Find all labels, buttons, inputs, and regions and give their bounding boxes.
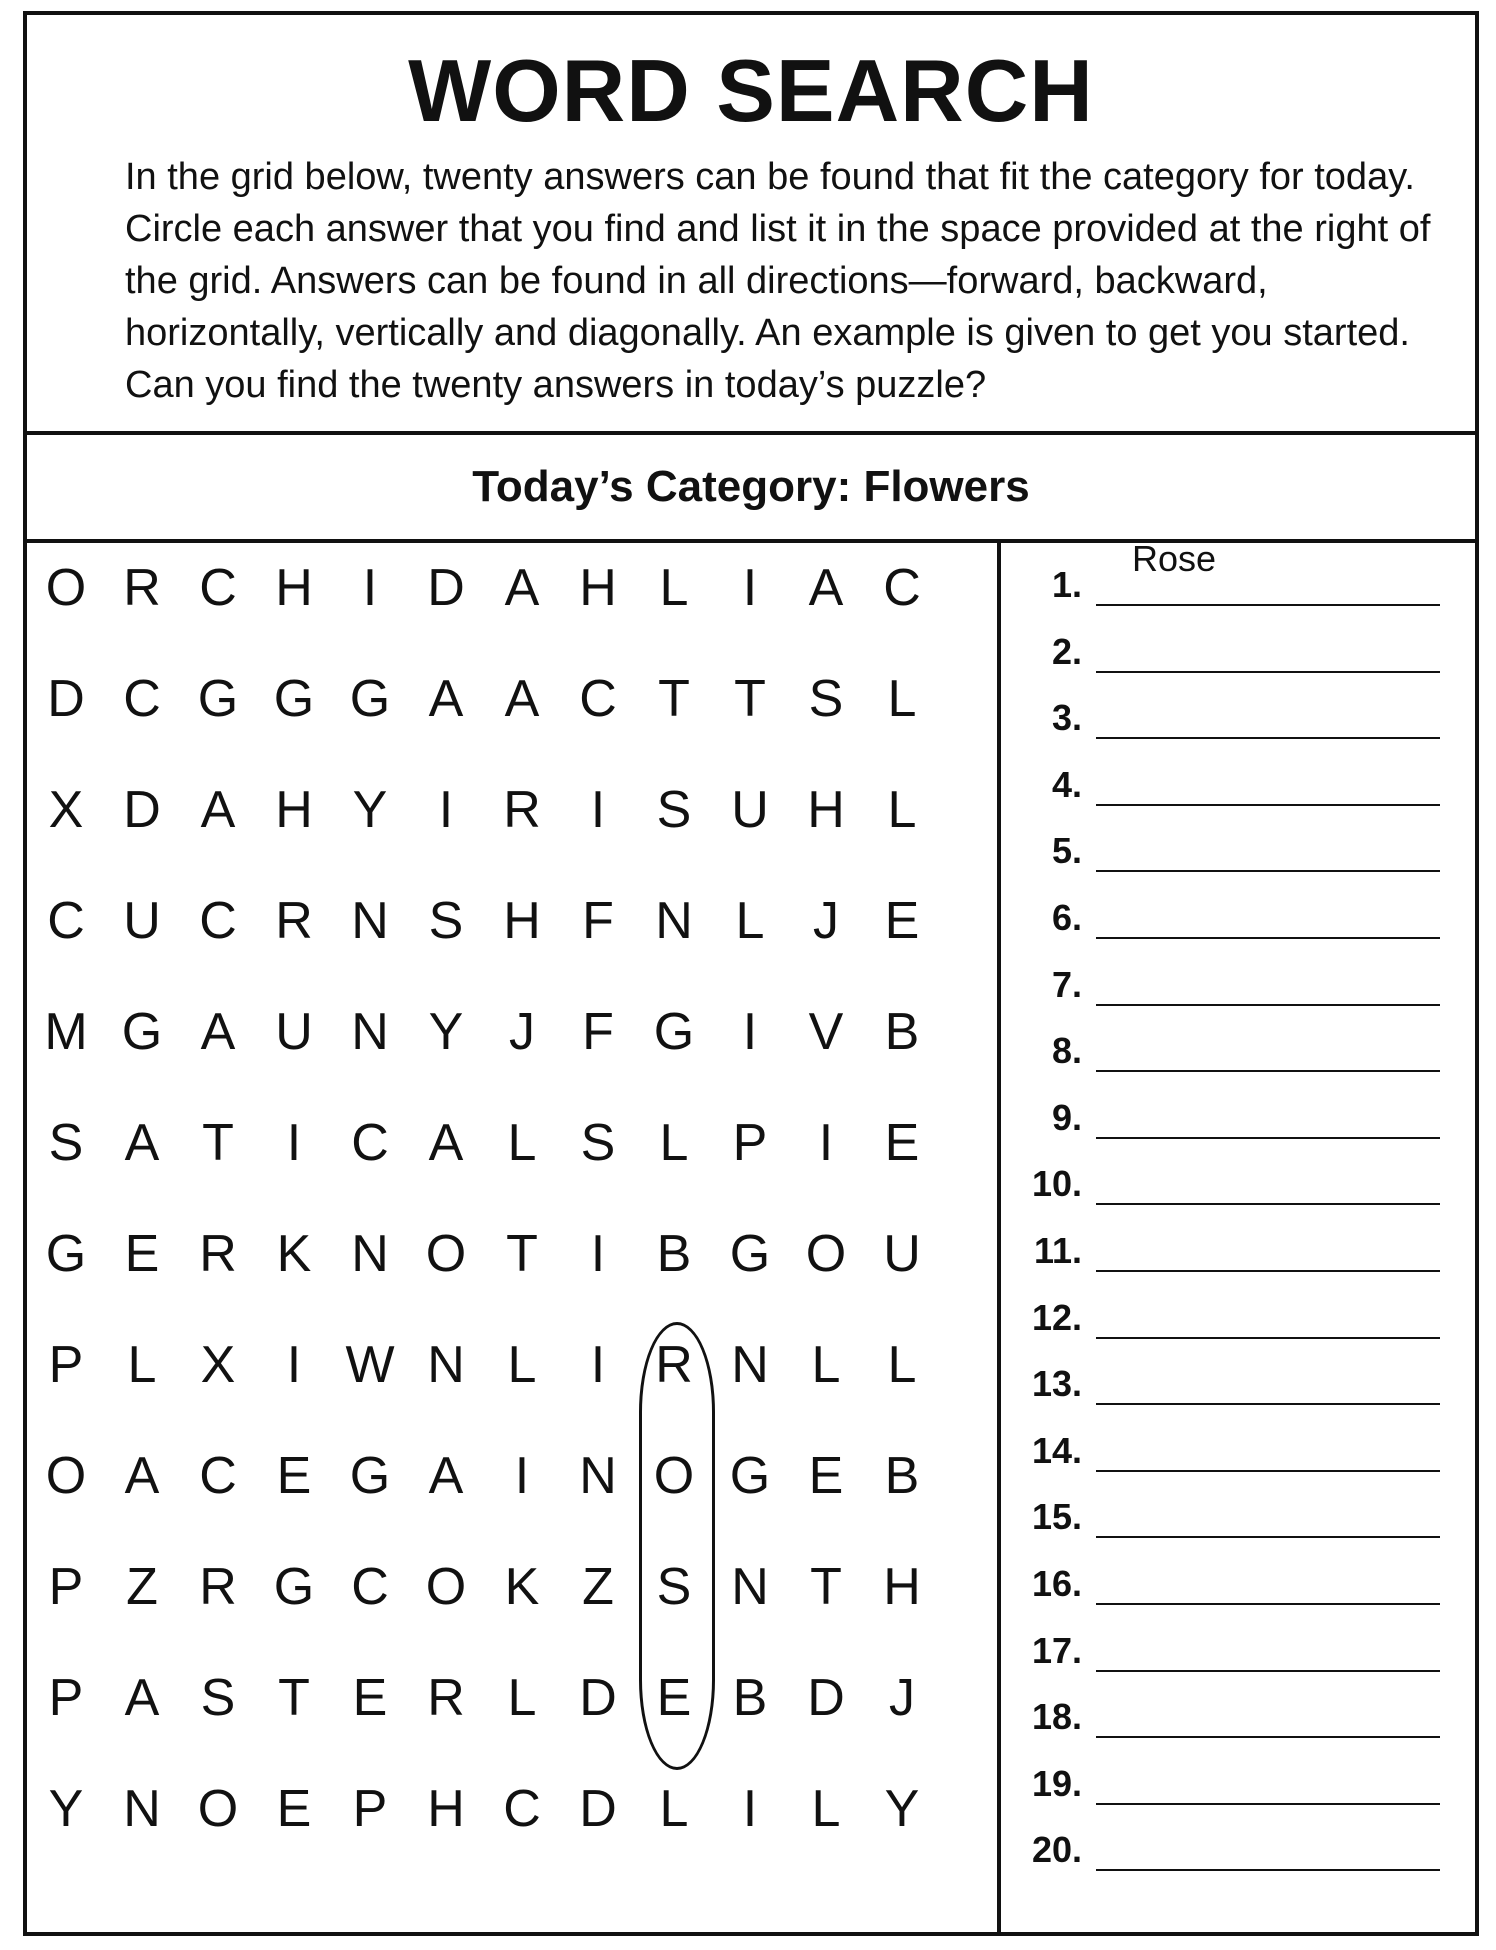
grid-letter[interactable]: I [362, 559, 378, 617]
answer-blank-line[interactable] [1096, 937, 1440, 939]
grid-letter[interactable]: H [883, 1558, 921, 1616]
answer-text: Rose [1132, 538, 1217, 579]
answer-number: 16. [1031, 1563, 1082, 1604]
answer-number: 13. [1031, 1363, 1082, 1405]
grid-letter[interactable]: T [658, 670, 690, 728]
answer-number: 15. [1031, 1496, 1082, 1538]
grid-letter[interactable]: S [580, 1114, 616, 1172]
grid-letter[interactable]: A [428, 1114, 464, 1172]
grid-letter[interactable]: I [286, 1336, 302, 1394]
answer-row [1000, 622, 1440, 672]
grid-letter[interactable]: Y [48, 1780, 84, 1838]
grid-letter[interactable]: L [127, 1336, 157, 1394]
answer-number: 9. [1051, 1096, 1082, 1138]
grid-letter[interactable]: R [427, 1669, 465, 1727]
grid-letter[interactable]: S [48, 1114, 84, 1172]
answer-number: 19. [1031, 1762, 1082, 1804]
grid-letter[interactable]: F [582, 1003, 614, 1061]
grid-letter[interactable]: C [199, 559, 237, 617]
answer-blank-line[interactable] [1096, 1869, 1440, 1871]
grid-letter[interactable]: E [276, 1780, 312, 1838]
grid-letter[interactable]: G [349, 670, 391, 728]
grid-letter[interactable]: J [813, 892, 839, 950]
grid-row [28, 1336, 940, 1450]
grid-letter[interactable]: C [47, 892, 85, 950]
grid-letter[interactable]: Y [352, 781, 388, 839]
grid-row [28, 892, 940, 1006]
grid-letter[interactable]: D [123, 781, 161, 839]
grid-letter[interactable]: E [884, 1114, 920, 1172]
grid-letter[interactable]: G [273, 670, 315, 728]
grid-letter[interactable]: E [808, 1447, 844, 1505]
instructions-text: In the grid below, twenty answers can be found that fit the category for today. Circle each answer that you find and list it in the space provided at the right of the grid. Answers can be found in all directions—forward, backward, horizontally, vertically and diagonally. An example is given to get you started. Can you find the twenty answers in today’s puzzle? [125, 156, 1431, 406]
answer-row [1000, 1221, 1440, 1271]
category-label: Today’s Category: Flowers [472, 462, 1030, 511]
grid-letter[interactable]: X [200, 1336, 236, 1394]
answer-blank-line[interactable] [1096, 1470, 1440, 1472]
grid-letter[interactable]: U [883, 1225, 921, 1283]
grid-letter[interactable]: N [123, 1780, 161, 1838]
grid-letter[interactable]: N [427, 1336, 465, 1394]
answer-number: 7. [1051, 963, 1082, 1005]
answer-row [1000, 1621, 1440, 1671]
grid-letter[interactable]: B [656, 1225, 692, 1283]
grid-letter[interactable]: L [507, 1669, 537, 1727]
grid-letter[interactable]: L [811, 1780, 841, 1838]
grid-letter[interactable]: R [275, 892, 313, 950]
grid-letter[interactable]: P [48, 1558, 84, 1616]
answer-row [1000, 1421, 1440, 1471]
grid-letter[interactable]: G [273, 1558, 315, 1616]
grid-letter[interactable]: C [579, 670, 617, 728]
grid-letter[interactable]: L [659, 1780, 689, 1838]
grid-row [28, 1447, 940, 1561]
grid-row [28, 781, 940, 895]
answer-number: 5. [1051, 830, 1082, 872]
grid-letter[interactable]: R [199, 1558, 237, 1616]
grid-letter[interactable]: E [656, 1669, 692, 1727]
page-title: WORD SEARCH [408, 41, 1094, 140]
grid-letter[interactable]: N [731, 1558, 769, 1616]
grid-letter[interactable]: I [590, 781, 606, 839]
answer-row [1000, 1820, 1440, 1870]
grid-letter[interactable]: P [732, 1114, 768, 1172]
grid-letter[interactable]: S [656, 781, 692, 839]
grid-letter[interactable]: A [504, 559, 540, 617]
grid-letter[interactable]: U [123, 892, 161, 950]
answer-number: 17. [1031, 1629, 1082, 1671]
grid-letter[interactable]: C [123, 670, 161, 728]
category-bar [27, 435, 1475, 543]
grid-letter[interactable]: C [351, 1558, 389, 1616]
grid-letter[interactable]: L [811, 1336, 841, 1394]
grid-letter[interactable]: I [742, 1780, 758, 1838]
grid-letter[interactable]: R [655, 1336, 693, 1394]
grid-letter[interactable]: N [351, 892, 389, 950]
grid-letter[interactable]: W [345, 1336, 395, 1394]
grid-letter[interactable]: N [655, 892, 693, 950]
grid-letter[interactable]: I [742, 1003, 758, 1061]
grid-letter[interactable]: S [428, 892, 464, 950]
grid-letter[interactable]: I [286, 1114, 302, 1172]
grid-letter[interactable]: C [503, 1780, 541, 1838]
grid-letter[interactable]: T [734, 670, 766, 728]
grid-letter[interactable]: I [514, 1447, 530, 1505]
grid-row [28, 1669, 940, 1783]
grid-letter[interactable]: U [275, 1003, 313, 1061]
grid-letter[interactable]: N [731, 1336, 769, 1394]
grid-letter[interactable]: I [438, 781, 454, 839]
grid-letter[interactable]: S [808, 670, 844, 728]
grid-letter[interactable]: Z [582, 1558, 614, 1616]
answer-blank-line[interactable] [1096, 1004, 1440, 1006]
grid-row [28, 1114, 940, 1228]
grid-letter[interactable]: O [425, 1225, 467, 1283]
grid-row [28, 1558, 940, 1672]
grid-letter[interactable]: J [889, 1669, 915, 1727]
grid-letter[interactable]: Y [428, 1003, 464, 1061]
grid-letter[interactable]: T [810, 1558, 842, 1616]
grid-letter[interactable]: T [506, 1225, 538, 1283]
answer-blank-line[interactable] [1096, 1203, 1440, 1205]
grid-letter[interactable]: Y [884, 1780, 920, 1838]
grid-letter[interactable]: M [44, 1003, 88, 1061]
answer-blank-line[interactable] [1096, 1603, 1440, 1605]
answer-row [1000, 1554, 1440, 1604]
grid-letter[interactable]: A [200, 781, 236, 839]
answer-blank-line[interactable] [1096, 1736, 1440, 1738]
grid-letter[interactable]: E [124, 1225, 160, 1283]
answer-row [1000, 1687, 1440, 1737]
grid-row [28, 559, 940, 673]
grid-letter[interactable]: B [884, 1447, 920, 1505]
answer-number: 18. [1031, 1696, 1082, 1738]
grid-letter[interactable]: G [197, 670, 239, 728]
grid-letter[interactable]: A [504, 670, 540, 728]
answer-number: 12. [1031, 1296, 1082, 1338]
grid-letter[interactable]: N [351, 1225, 389, 1283]
grid-letter[interactable]: P [48, 1336, 84, 1394]
grid-letter[interactable]: R [199, 1225, 237, 1283]
answer-row [1000, 955, 1440, 1005]
answer-row [1000, 1021, 1440, 1071]
grid-letter[interactable]: B [732, 1669, 768, 1727]
answer-blank-line[interactable] [1096, 1270, 1440, 1272]
answer-number: 2. [1051, 630, 1082, 672]
grid-row [28, 1003, 940, 1117]
grid-letter[interactable]: A [124, 1669, 160, 1727]
answer-number: 11. [1033, 1230, 1082, 1271]
grid-letter[interactable]: Z [126, 1558, 158, 1616]
grid-letter[interactable]: F [582, 892, 614, 950]
grid-letter[interactable]: O [45, 559, 87, 617]
grid-letter[interactable]: L [659, 1114, 689, 1172]
grid-letter[interactable]: T [278, 1669, 310, 1727]
answer-row [1000, 538, 1440, 605]
grid-row [28, 670, 940, 784]
grid-letter[interactable]: O [425, 1558, 467, 1616]
grid-letter[interactable]: H [275, 781, 313, 839]
grid-letter[interactable]: G [121, 1003, 163, 1061]
answer-number: 8. [1051, 1030, 1082, 1072]
grid-letter[interactable]: A [200, 1003, 236, 1061]
grid-letter[interactable]: L [887, 781, 917, 839]
grid-letter[interactable]: L [887, 670, 917, 728]
grid-row [28, 1780, 940, 1894]
answer-number: 4. [1051, 763, 1082, 805]
grid-letter[interactable]: H [579, 559, 617, 617]
grid-letter[interactable]: E [884, 892, 920, 950]
grid-letter[interactable]: G [45, 1225, 87, 1283]
answer-blank-line[interactable] [1096, 1536, 1440, 1538]
grid-letter[interactable]: G [653, 1003, 695, 1061]
answer-number: 1. [1051, 564, 1082, 605]
answer-row [1000, 1754, 1440, 1804]
grid-letter[interactable]: L [507, 1336, 537, 1394]
grid-letter[interactable]: H [807, 781, 845, 839]
grid-letter[interactable]: G [729, 1225, 771, 1283]
grid-letter[interactable]: S [656, 1558, 692, 1616]
grid-letter[interactable]: D [579, 1669, 617, 1727]
grid-letter[interactable]: H [427, 1780, 465, 1838]
grid-letter[interactable]: O [653, 1447, 695, 1505]
grid-row [28, 1225, 940, 1339]
grid-letter[interactable]: D [807, 1669, 845, 1727]
grid-letter[interactable]: G [729, 1447, 771, 1505]
grid-letter[interactable]: B [884, 1003, 920, 1061]
answer-row [1000, 755, 1440, 805]
answer-blank-line[interactable] [1096, 1803, 1440, 1805]
answer-row [1000, 821, 1440, 871]
answer-row [1000, 1354, 1440, 1404]
answer-number: 10. [1031, 1163, 1082, 1205]
grid-letter[interactable]: C [351, 1114, 389, 1172]
grid-letter[interactable]: E [352, 1669, 388, 1727]
answer-blank-line[interactable] [1096, 1403, 1440, 1405]
grid-letter[interactable]: A [428, 1447, 464, 1505]
grid-letter[interactable]: C [883, 559, 921, 617]
grid-letter[interactable]: O [45, 1447, 87, 1505]
answer-blank-line[interactable] [1096, 737, 1440, 739]
grid-letter[interactable]: P [352, 1780, 388, 1838]
grid-letter[interactable]: I [590, 1336, 606, 1394]
grid-letter[interactable]: N [351, 1003, 389, 1061]
answer-blank-line[interactable] [1096, 804, 1440, 806]
grid-letter[interactable]: I [590, 1225, 606, 1283]
answer-blank-line[interactable] [1096, 604, 1440, 606]
grid-letter[interactable]: L [507, 1114, 537, 1172]
grid-letter[interactable]: A [428, 670, 464, 728]
answer-number: 6. [1051, 897, 1082, 938]
answer-row [1000, 1487, 1440, 1537]
grid-letter[interactable]: G [349, 1447, 391, 1505]
grid-letter[interactable]: K [504, 1558, 540, 1616]
answer-number: 3. [1051, 697, 1082, 739]
grid-letter[interactable]: H [503, 892, 541, 950]
grid-letter[interactable]: C [199, 892, 237, 950]
grid-letter[interactable]: N [579, 1447, 617, 1505]
grid-letter[interactable]: I [742, 559, 758, 617]
grid-letter[interactable]: K [276, 1225, 312, 1283]
grid-letter[interactable]: L [735, 892, 765, 950]
grid-letter[interactable]: L [887, 1336, 917, 1394]
answer-number: 14. [1031, 1429, 1082, 1471]
grid-letter[interactable]: P [48, 1669, 84, 1727]
example-circle-rose [639, 1322, 715, 1770]
answer-row [1000, 1288, 1440, 1338]
grid-letter[interactable]: I [818, 1114, 834, 1172]
answer-row [1000, 1088, 1440, 1138]
answer-blank-line[interactable] [1096, 1337, 1440, 1339]
grid-letter[interactable]: O [197, 1780, 239, 1838]
header-section [27, 15, 1475, 435]
grid-letter[interactable]: A [124, 1114, 160, 1172]
answer-blank-line[interactable] [1096, 1670, 1440, 1672]
grid-letter[interactable]: X [48, 781, 84, 839]
grid-letter[interactable]: D [427, 559, 465, 617]
grid-letter[interactable]: E [276, 1447, 312, 1505]
grid-letter[interactable]: A [124, 1447, 160, 1505]
grid-letter[interactable]: S [200, 1669, 236, 1727]
answer-number: 20. [1031, 1829, 1082, 1871]
grid-letter[interactable]: L [659, 559, 689, 617]
grid-letter[interactable]: H [275, 559, 313, 617]
grid-letter[interactable]: O [805, 1225, 847, 1283]
answer-row [1000, 1154, 1440, 1204]
answer-blank-line[interactable] [1096, 671, 1440, 673]
grid-letter[interactable]: C [199, 1447, 237, 1505]
grid-letter[interactable]: D [47, 670, 85, 728]
grid-letter[interactable]: V [808, 1003, 844, 1061]
grid-letter[interactable]: R [503, 781, 541, 839]
grid-letter[interactable]: T [202, 1114, 234, 1172]
grid-letter[interactable]: R [123, 559, 161, 617]
letter-grid [28, 559, 940, 1894]
grid-letter[interactable]: A [808, 559, 844, 617]
grid-letter[interactable]: J [509, 1003, 535, 1061]
answer-blank-line[interactable] [1096, 870, 1440, 872]
answer-blank-line[interactable] [1096, 1070, 1440, 1072]
answer-row [1000, 688, 1440, 738]
grid-letter[interactable]: U [731, 781, 769, 839]
grid-letter[interactable]: D [579, 1780, 617, 1838]
answer-blank-line[interactable] [1096, 1137, 1440, 1139]
answer-row [1000, 888, 1440, 938]
